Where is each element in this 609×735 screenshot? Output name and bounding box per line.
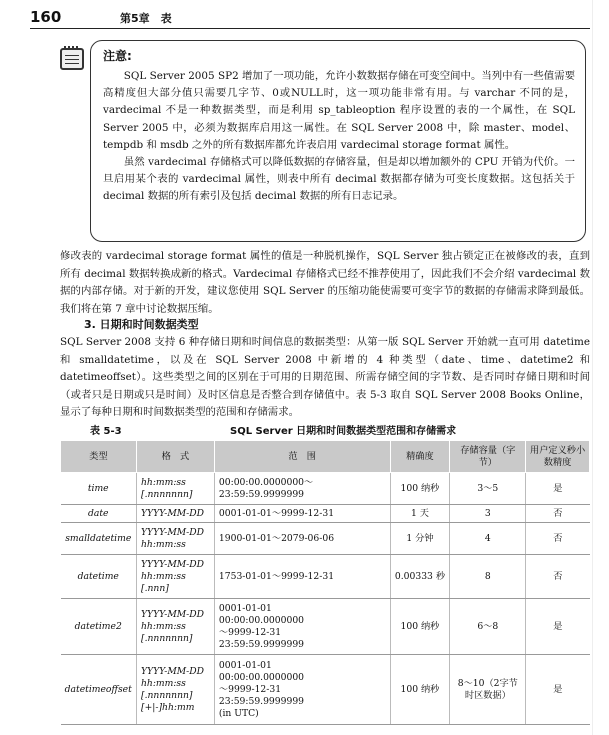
- chapter-title: 第5章 表: [120, 12, 172, 25]
- table-title: [60, 422, 590, 438]
- cell-type: datetimeoffset: [61, 655, 137, 725]
- cell-user-defined-precision: 是: [526, 655, 590, 725]
- page-number: 160: [30, 8, 62, 26]
- cell-format: YYYY-MM-DD hh:mm:ss [.nnn]: [136, 555, 214, 599]
- header-storage: 存储容量（字节）: [450, 441, 526, 473]
- table-row: [61, 599, 590, 655]
- cell-range: 1900-01-01～2079-06-06: [214, 523, 390, 555]
- cell-format: YYYY-MM-DD hh:mm:ss [.nnnnnnn] [+|-]hh:mm: [136, 655, 214, 725]
- cell-type: smalldatetime: [61, 523, 137, 555]
- table-row: [61, 655, 590, 725]
- cell-format: hh:mm:ss [.nnnnnnn]: [136, 473, 214, 505]
- table-row: [61, 505, 590, 523]
- table-row: [61, 473, 590, 505]
- note-title: 注意:: [103, 49, 132, 63]
- header-user-defined-precision: 用户定义秒小数精度: [526, 441, 590, 473]
- note-paragraph-1: SQL Server 2005 SP2 增加了一项功能，允许小数数据存储在可变空间中。当列中有一些值需要高精度但大部分值只需要几字节、0或NULL时，这一项功能非常有用。与 varchar 不同的是，vardecimal 不是一种数据类型，而是利用 sp_tableoption 程序设置的表的一个属性，在 SQL Server 2005 中，必须为数据库启用这一属性。在 SQL Server 2008 中，除 master、model、tempdb 和 msdb 之外的所有数据库都允许表启用 vardecimal storage format 属性。: [103, 70, 575, 151]
- table-row: [61, 523, 590, 555]
- cell-storage: 6～8: [450, 599, 526, 655]
- cell-format: YYYY-MM-DD: [136, 505, 214, 523]
- cell-storage: 8: [450, 555, 526, 599]
- header-format: 格 式: [136, 441, 214, 473]
- header-type: 类型: [61, 441, 137, 473]
- cell-storage: 8～10（2字节时区数据）: [450, 655, 526, 725]
- page-header: [30, 8, 590, 30]
- body-paragraph-2: SQL Server 2008 支持 6 种存储日期和时间信息的数据类型：从第一版 SQL Server 开始就一直可用 datetime 和 smalldatetime，以及在 SQL Server 2008 中新增的 4 种类型（date、time、datetime2 和 datetimeoffset）。这些类型之间的区别在于可用的日期范围、所需存储空间的字节数、是否同时存储日期和时间（或者只是日期或只是时间）及时区信息是否整合到存储值中。表 5-3 取自 SQL Server 2008 Books Online，显示了每种日期和时间数据类型的范围和存储需求。: [60, 336, 590, 418]
- header-accuracy: 精确度: [390, 441, 450, 473]
- cell-storage: 3～5: [450, 473, 526, 505]
- cell-accuracy: 100 纳秒: [390, 599, 450, 655]
- cell-storage: 4: [450, 523, 526, 555]
- note-paragraph-2: 虽然 vardecimal 存储格式可以降低数据的存储容量，但是却以增加额外的 CPU 开销为代价。一旦启用某个表的 vardecimal 属性，则表中所有 decimal 数据都存储为可变长度数据。这包括关于 decimal 数据的所有索引及包括 decimal 数据的所有日志记录。: [103, 156, 575, 203]
- header-rule: [30, 28, 590, 29]
- cell-range: 1753-01-01～9999-12-31: [214, 555, 390, 599]
- cell-type: date: [61, 505, 137, 523]
- cell-user-defined-precision: 是: [526, 473, 590, 505]
- header-range: 范 围: [214, 441, 390, 473]
- table-header-row: [61, 441, 590, 473]
- note-box: [90, 40, 586, 242]
- page-edge: [592, 0, 593, 735]
- cell-accuracy: 1 分钟: [390, 523, 450, 555]
- cell-user-defined-precision: 是: [526, 599, 590, 655]
- cell-range: 0001-01-01～9999-12-31: [214, 505, 390, 523]
- cell-accuracy: 0.00333 秒: [390, 555, 450, 599]
- cell-user-defined-precision: 否: [526, 505, 590, 523]
- body-paragraph-1: 修改表的 vardecimal storage format 属性的值是一种脱机操作，SQL Server 独占锁定正在被修改的表，直到所有 decimal 数据转换成新的格式。Vardecimal 存储格式已经不推荐使用了，因此我们不会介绍 vardecimal 数据的内部存储。对于新的开发，建议您使用 SQL Server 的压缩功能使需要可变字节的数据的存储需求降到最低。我们将在第 7 章中讨论数据压缩。: [60, 250, 590, 315]
- cell-type: datetime2: [61, 599, 137, 655]
- cell-storage: 3: [450, 505, 526, 523]
- table-label: 表 5-3: [90, 426, 122, 437]
- section-title: 3. 日期和时间数据类型: [84, 318, 199, 331]
- table-caption: SQL Server 日期和时间数据类型范围和存储需求: [230, 426, 457, 437]
- cell-user-defined-precision: 否: [526, 555, 590, 599]
- cell-accuracy: 100 纳秒: [390, 473, 450, 505]
- cell-type: time: [61, 473, 137, 505]
- cell-range: 0001-01-01 00:00:00.0000000 ～9999-12-31 23:59:59.9999999 (in UTC): [214, 655, 390, 725]
- table-row: [61, 555, 590, 599]
- datetime-types-table: [60, 440, 590, 725]
- cell-type: datetime: [61, 555, 137, 599]
- cell-range: 0001-01-01 00:00:00.0000000 ～9999-12-31 23:59:59.9999999: [214, 599, 390, 655]
- cell-accuracy: 100 纳秒: [390, 655, 450, 725]
- cell-user-defined-precision: 否: [526, 523, 590, 555]
- cell-range: 00:00:00.0000000～23:59:59.9999999: [214, 473, 390, 505]
- cell-format: YYYY-MM-DD hh:mm:ss [.nnnnnnn]: [136, 599, 214, 655]
- cell-accuracy: 1 天: [390, 505, 450, 523]
- notepad-icon: [60, 48, 84, 70]
- cell-format: YYYY-MM-DD hh:mm:ss: [136, 523, 214, 555]
